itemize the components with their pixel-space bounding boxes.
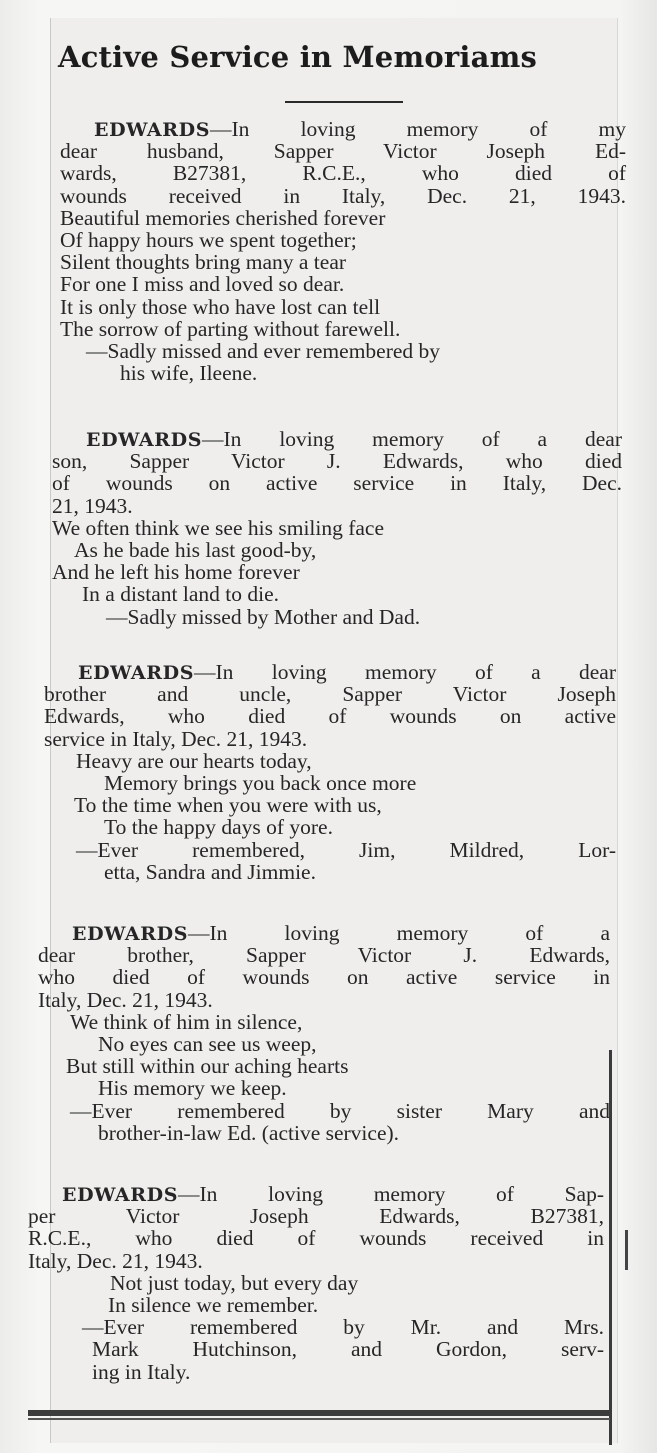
notice-line: wards, B27381, R.C.E., who died of [60, 161, 626, 186]
notice-line: son, Sapper Victor J. Edwards, who died [52, 449, 622, 474]
verse-line: Beautiful memories cherished forever [60, 205, 386, 230]
notice-surname: EDWARDS [94, 119, 211, 141]
notice-surname: EDWARDS [78, 662, 195, 684]
verse-line: The sorrow of parting without farewell. [60, 316, 401, 341]
verse-line: Not just today, but every day [110, 1270, 359, 1295]
verse-line: To the time when you were with us, [74, 793, 382, 818]
memoriam-notice-1 [60, 118, 626, 384]
memoriam-notice-2 [52, 428, 622, 628]
headline-rule [285, 101, 403, 103]
notice-line: dear husband, Sapper Victor Joseph Ed- [60, 139, 626, 164]
notice-line: EDWARDS—In loving memory of a [72, 921, 610, 945]
verse-line: No eyes can see us weep, [98, 1031, 317, 1056]
notice-line: wounds received in Italy, Dec. 21, 1943. [60, 183, 626, 208]
verse-line: As he bade his last good-by, [74, 537, 317, 562]
verse-line: Memory brings you back once more [104, 770, 417, 795]
verse-line: Heavy are our hearts today, [76, 748, 312, 773]
notice-line: who died of wounds on active service in [38, 965, 610, 990]
verse-line: In silence we remember. [108, 1292, 319, 1317]
notice-line: per Victor Joseph Edwards, B27381, [28, 1204, 604, 1229]
notice-line: 21, 1943. [52, 493, 133, 518]
column-rule-mark [625, 1230, 628, 1270]
notice-line: R.C.E., who died of wounds received in [28, 1226, 604, 1251]
signature-line: ing in Italy. [92, 1359, 191, 1384]
notice-line: Edwards, who died of wounds on active [44, 704, 616, 729]
notice-line: EDWARDS—In loving memory of a dear [78, 660, 616, 684]
notice-line: EDWARDS—In loving memory of Sap- [62, 1182, 604, 1206]
signature-line: etta, Sandra and Jimmie. [104, 859, 316, 884]
signature-line: —Sadly missed by Mother and Dad. [106, 604, 421, 629]
verse-line: Of happy hours we spent together; [60, 227, 357, 252]
notice-line: brother and uncle, Sapper Victor Joseph [44, 682, 616, 707]
notice-line: EDWARDS—In loving memory of my [94, 117, 626, 141]
signature-line: —Ever remembered by Mr. and Mrs. [82, 1315, 604, 1340]
verse-line: Silent thoughts bring many a tear [60, 250, 347, 275]
notice-line: of wounds on active service in Italy, Dec. [52, 471, 622, 496]
signature-line: brother-in-law Ed. (active service). [98, 1120, 400, 1145]
notice-line: dear brother, Sapper Victor J. Edwards, [38, 943, 610, 968]
bottom-rule-thin [28, 1418, 610, 1420]
bottom-rule [28, 1410, 610, 1416]
memoriam-notice-3 [44, 661, 616, 883]
verse-line: His memory we keep. [98, 1076, 287, 1101]
signature-line: his wife, Ileene. [120, 361, 258, 386]
signature-line: —Sadly missed and ever remembered by [86, 338, 441, 363]
signature-line: Mark Hutchinson, and Gordon, serv- [92, 1337, 604, 1362]
signature-line: —Ever remembered by sister Mary and [70, 1098, 610, 1123]
verse-line: To the happy days of yore. [104, 815, 333, 840]
notice-line: Italy, Dec. 21, 1943. [38, 987, 213, 1012]
memoriam-notice-5 [28, 1183, 604, 1383]
verse-line: For one I miss and loved so dear. [60, 272, 345, 297]
notice-surname: EDWARDS [72, 923, 189, 945]
notice-line: Italy, Dec. 21, 1943. [28, 1248, 203, 1273]
headline: Active Service in Memoriams [58, 40, 537, 74]
notice-line: service in Italy, Dec. 21, 1943. [44, 726, 308, 751]
verse-line: We often think we see his smiling face [52, 515, 385, 540]
verse-line: But still within our aching hearts [66, 1054, 349, 1079]
memoriam-notice-4 [38, 922, 610, 1144]
verse-line: We think of him in silence, [70, 1009, 303, 1034]
verse-line: And he left his home forever [52, 560, 300, 585]
notice-surname: EDWARDS [86, 429, 203, 451]
verse-line: In a distant land to die. [82, 582, 280, 607]
notice-line: EDWARDS—In loving memory of a dear [86, 427, 622, 451]
verse-line: It is only those who have lost can tell [60, 294, 381, 319]
signature-line: —Ever remembered, Jim, Mildred, Lor- [76, 837, 616, 862]
notice-surname: EDWARDS [62, 1184, 179, 1206]
